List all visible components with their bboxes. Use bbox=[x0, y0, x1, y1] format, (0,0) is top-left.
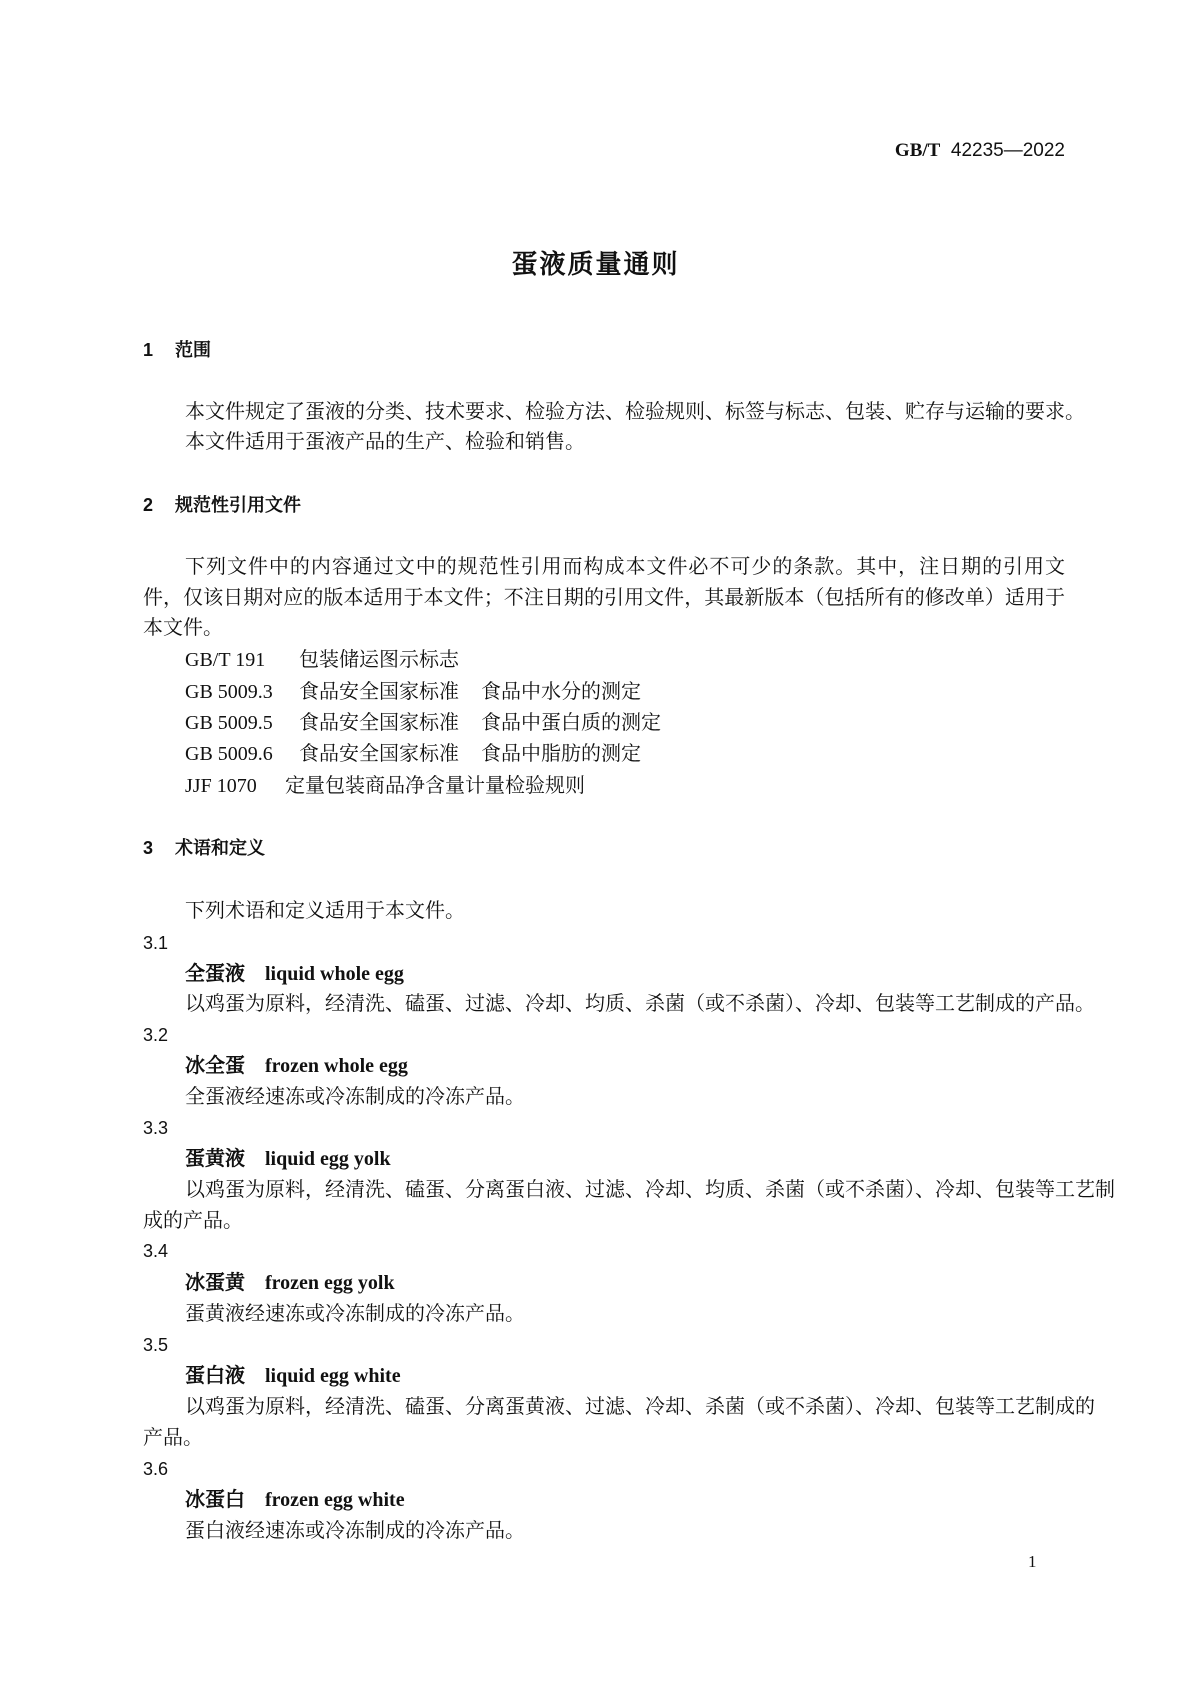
term-number: 3.2 bbox=[143, 1025, 169, 1045]
term-definition: 以鸡蛋为原料，经清洗、磕蛋、分离蛋黄液、过滤、冷却、杀菌（或不杀菌）、冷却、包装等工艺制成的 bbox=[185, 1396, 1095, 1418]
page-number: 1 bbox=[1028, 1552, 1037, 1571]
paragraph-line: 件，仅该日期对应的版本适用于本文件；不注日期的引用文件，其最新版本（包括所有的修改单）适用于 bbox=[143, 587, 1065, 609]
standard-prefix: GB/T bbox=[894, 140, 941, 161]
term-title: 冰全蛋 frozen whole egg bbox=[185, 1055, 408, 1077]
term-number: 3.3 bbox=[143, 1118, 169, 1138]
term-definition: 以鸡蛋为原料，经清洗、磕蛋、分离蛋白液、过滤、冷却、均质、杀菌（或不杀菌）、冷却、包装等工艺制 bbox=[185, 1179, 1115, 1201]
paragraph-line: 本文件适用于蛋液产品的生产、检验和销售。 bbox=[185, 431, 585, 453]
term-definition: 蛋白液经速冻或冷冻制成的冷冻产品。 bbox=[185, 1520, 525, 1542]
term-number: 3.6 bbox=[143, 1459, 169, 1479]
term-title: 冰蛋黄 frozen egg yolk bbox=[185, 1272, 395, 1294]
paragraph-line: 本文件。 bbox=[143, 617, 223, 639]
term-definition: 以鸡蛋为原料，经清洗、磕蛋、过滤、冷却、均质、杀菌（或不杀菌）、冷却、包装等工艺制成的产品。 bbox=[185, 993, 1095, 1015]
document-title: 蛋液质量通则 bbox=[511, 249, 680, 279]
term-definition: 蛋黄液经速冻或冷冻制成的冷冻产品。 bbox=[185, 1303, 525, 1325]
reference-item: GB 5009.6 食品安全国家标准 食品中脂肪的测定 bbox=[185, 743, 641, 765]
reference-item: JJF 1070 定量包装商品净含量计量检验规则 bbox=[185, 775, 585, 797]
section-heading: 1 范围 bbox=[143, 340, 211, 360]
term-title: 全蛋液 liquid whole egg bbox=[185, 963, 404, 985]
section-heading: 2 规范性引用文件 bbox=[143, 495, 301, 515]
section-heading: 3 术语和定义 bbox=[143, 838, 265, 858]
term-number: 3.4 bbox=[143, 1241, 169, 1261]
term-definition: 全蛋液经速冻或冷冻制成的冷冻产品。 bbox=[185, 1086, 525, 1108]
standard-code: 42235—2022 bbox=[950, 140, 1065, 161]
term-title: 冰蛋白 frozen egg white bbox=[185, 1489, 405, 1511]
reference-item: GB 5009.5 食品安全国家标准 食品中蛋白质的测定 bbox=[185, 712, 661, 734]
paragraph-line: 本文件规定了蛋液的分类、技术要求、检验方法、检验规则、标签与标志、包装、贮存与运输的要求。 bbox=[185, 401, 1085, 423]
paragraph-line: 下列术语和定义适用于本文件。 bbox=[185, 900, 465, 922]
term-title: 蛋白液 liquid egg white bbox=[185, 1365, 401, 1387]
term-number: 3.5 bbox=[143, 1335, 169, 1355]
term-title: 蛋黄液 liquid egg yolk bbox=[185, 1148, 391, 1170]
term-definition: 成的产品。 bbox=[143, 1210, 243, 1232]
reference-item: GB/T 191 包装储运图示标志 bbox=[185, 649, 459, 671]
term-number: 3.1 bbox=[143, 933, 169, 953]
reference-item: GB 5009.3 食品安全国家标准 食品中水分的测定 bbox=[185, 681, 641, 703]
standard-number bbox=[895, 140, 1065, 162]
term-definition: 产品。 bbox=[143, 1427, 203, 1449]
paragraph-line: 下列文件中的内容通过文中的规范性引用而构成本文件必不可少的条款。其中，注日期的引用文 bbox=[185, 556, 1065, 578]
